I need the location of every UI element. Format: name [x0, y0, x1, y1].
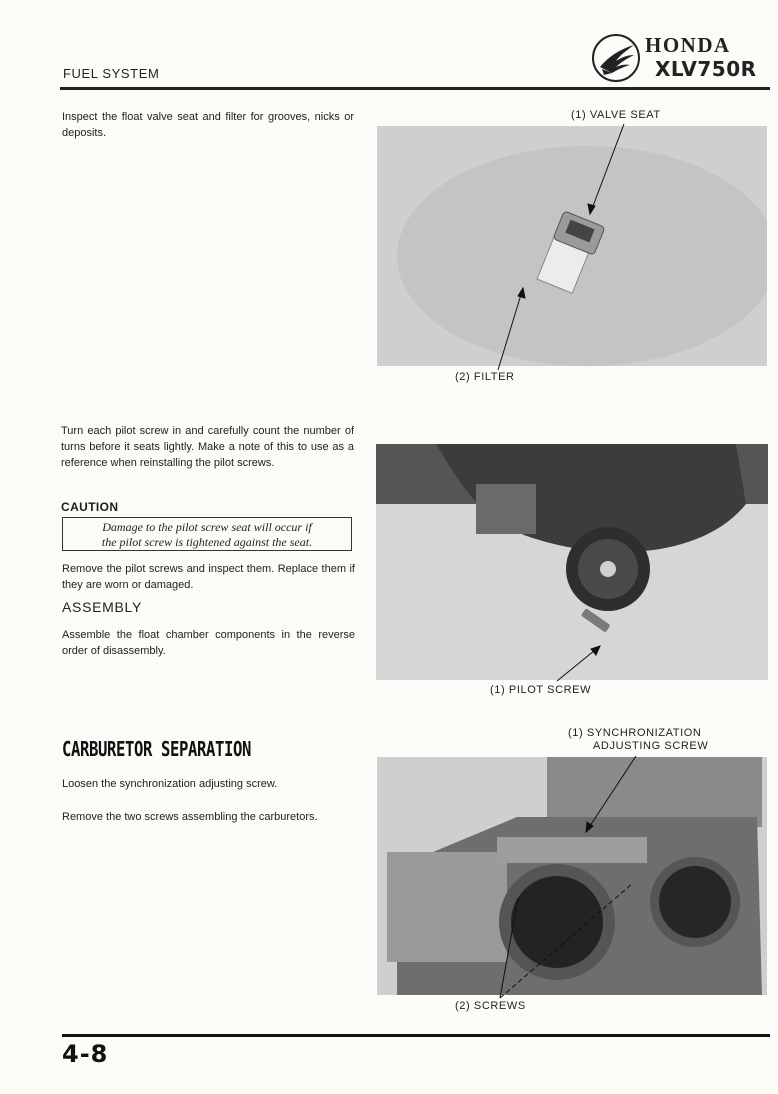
- caution-title: CAUTION: [61, 500, 119, 514]
- para-remove-pilot: Remove the pilot screws and inspect them. Replace them if they are worn or damaged.: [62, 563, 355, 591]
- label-screws: (2) SCREWS: [455, 1000, 526, 1012]
- para-assembly: Assemble the float chamber components in the reverse order of disassembly.: [62, 629, 355, 657]
- section-header: FUEL SYSTEM: [63, 66, 160, 81]
- label-valve-seat: (1) VALVE SEAT: [571, 109, 661, 121]
- assembly-heading: ASSEMBLY: [62, 599, 143, 615]
- caution-box: [62, 517, 352, 551]
- model-name: XLV750R: [655, 57, 757, 81]
- brand-name: HONDA: [645, 33, 731, 57]
- header-rule: [60, 87, 770, 90]
- honda-wing-icon: [590, 33, 644, 83]
- para-float-valve: Inspect the float valve seat and filter for grooves, nicks or deposits.: [62, 111, 354, 139]
- page-number: 4-8: [62, 1040, 109, 1068]
- caution-line-1: Damage to the pilot screw seat will occur if: [102, 520, 312, 534]
- para-loosen: Loosen the synchronization adjusting screw.: [62, 778, 278, 790]
- label-pilot-screw: (1) PILOT SCREW: [490, 684, 592, 696]
- photo-pilot-screw: [376, 444, 768, 680]
- honda-logo: [590, 33, 772, 83]
- label-filter: (2) FILTER: [455, 371, 515, 383]
- pilot-screw-part-icon: [581, 608, 611, 633]
- photo-carburetors: [377, 757, 767, 995]
- footer-rule: [62, 1034, 770, 1037]
- photo-valve-seat: [377, 126, 767, 366]
- caution-line-2: the pilot screw is tightened against the seat.: [101, 535, 313, 549]
- para-remove-screws: Remove the two screws assembling the carburetors.: [62, 811, 318, 823]
- para-pilot-screw: Turn each pilot screw in and carefully count the number of turns before it seats lightly. Make a note of this to use as a reference when reinstalling the pilot screws.: [61, 425, 354, 469]
- carburetor-separation-heading: CARBURETOR SEPARATION: [62, 737, 252, 761]
- label-sync-screw-2: ADJUSTING SCREW: [593, 740, 709, 752]
- label-sync-screw: (1) SYNCHRONIZATION: [568, 727, 702, 739]
